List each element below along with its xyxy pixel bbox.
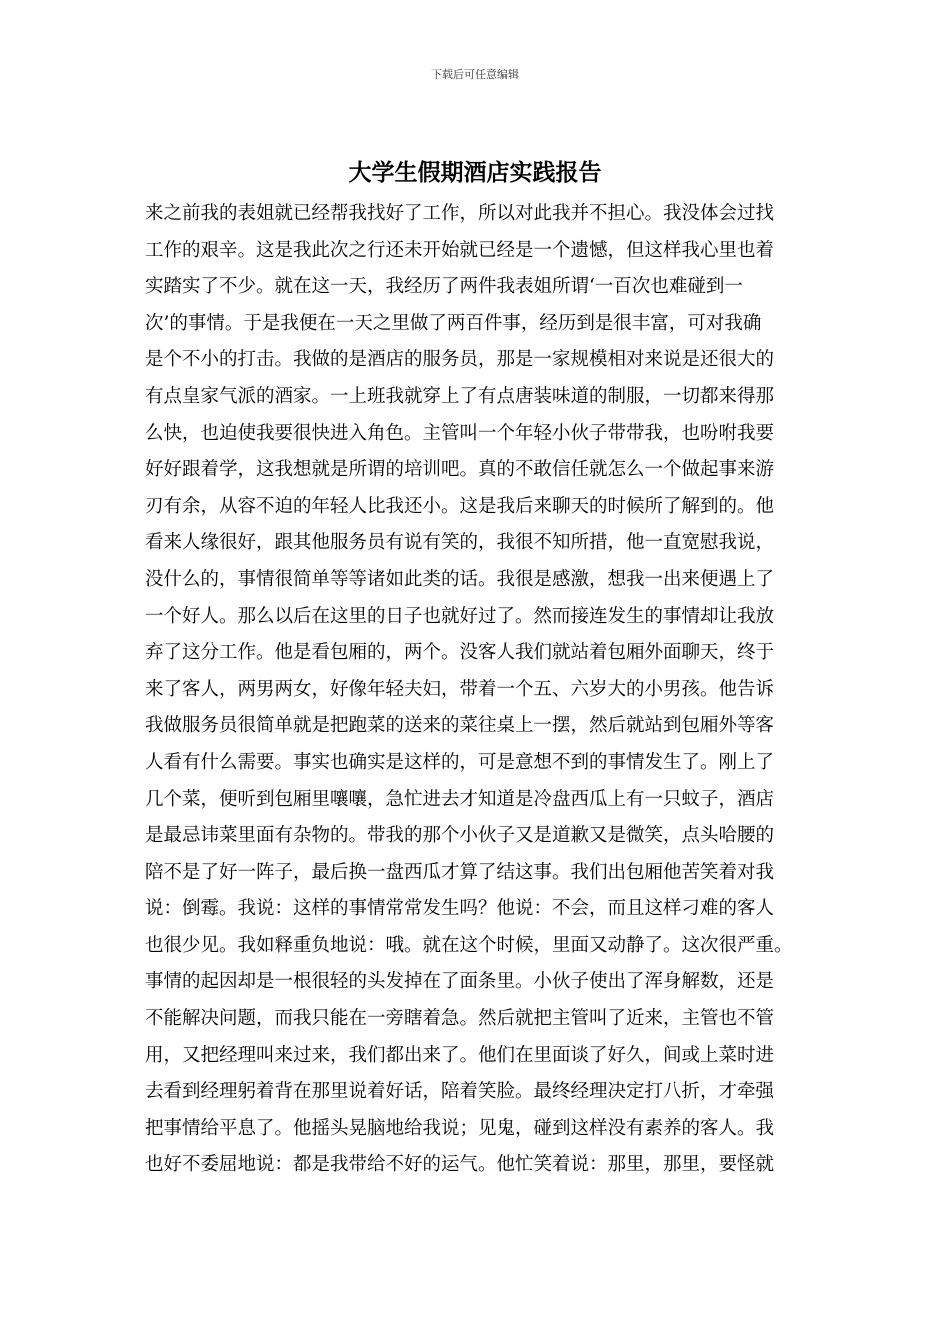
text-line: 工作的艰辛。这是我此次之行还未开始就已经是一个遗憾，但这样我心里也着 <box>145 239 775 261</box>
text-line: 说：倒霉。我说：这样的事情常常发生吗？他说：不会，而且这样刁难的客人 <box>145 898 775 920</box>
text-line: 我做服务员很简单就是把跑菜的送来的菜往桌上一摆，然后就站到包厢外等客 <box>145 715 775 737</box>
text-line: 好好跟着学，这我想就是所谓的培训吧。真的不敢信任就怎么一个做起事来游 <box>145 459 775 481</box>
text-line: 弃了这分工作。他是看包厢的，两个。没客人我们就站着包厢外面聊天，终于 <box>145 642 775 664</box>
text-line: 没什么的，事情很简单等等诸如此类的话。我很是感激，想我一出来便遇上了 <box>145 568 775 590</box>
text-line: 也好不委屈地说：都是我带给不好的运气。他忙笑着说：那里，那里，要怪就 <box>145 1154 775 1176</box>
text-line: 次’的事情。于是我便在一天之里做了两百件事，经历到是很丰富，可对我确 <box>145 312 762 334</box>
text-line: 不能解决问题，而我只能在一旁瞎着急。然后就把主管叫了近来，主管也不管 <box>145 1008 775 1030</box>
text-line: 有点皇家气派的酒家。一上班我就穿上了有点唐装味道的制服，一切都来得那 <box>145 385 775 407</box>
text-line: 人看有什么需要。事实也确实是这样的，可是意想不到的事情发生了。刚上了 <box>145 751 775 773</box>
page-header-note: 下载后可任意编辑 <box>431 68 519 81</box>
text-line: 一个好人。那么以后在这里的日子也就好过了。然而接连发生的事情却让我放 <box>145 605 775 627</box>
text-line: 来了客人，两男两女，好像年轻夫妇，带着一个五、六岁大的小男孩。他告诉 <box>145 678 775 700</box>
text-line: 实踏实了不少。就在这一天，我经历了两件我表姐所谓‘一百次也难碰到一 <box>145 276 743 298</box>
text-line: 是最忌讳菜里面有杂物的。带我的那个小伙子又是道歉又是微笑，点头哈腰的 <box>145 825 775 847</box>
text-line: 几个菜，便听到包厢里嚷嚷，急忙进去才知道是冷盘西瓜上有一只蚊子，酒店 <box>145 788 775 810</box>
text-line: 是个不小的打击。我做的是酒店的服务员，那是一家规模相对来说是还很大的 <box>145 349 775 371</box>
document-title: 大学生假期酒店实践报告 <box>348 159 602 186</box>
text-line: 用，又把经理叫来过来，我们都出来了。他们在里面谈了好久，间或上菜时进 <box>145 1044 775 1066</box>
text-line: 来之前我的表姐就已经帮我找好了工作，所以对此我并不担心。我没体会过找 <box>145 203 775 224</box>
text-line: 陪不是了好一阵子，最后换一盘西瓜才算了结这事。我们出包厢他苦笑着对我 <box>145 861 775 883</box>
text-line: 刃有余，从容不迫的年轻人比我还小。这是我后来聊天的时候所了解到的。他 <box>145 495 775 517</box>
text-line: 也很少见。我如释重负地说：哦。就在这个时候，里面又动静了。这次很严重。 <box>145 934 793 956</box>
text-line: 去看到经理躬着背在那里说着好话，陪着笑脸。最终经理决定打八折，才牵强 <box>145 1081 775 1103</box>
text-line: 事情的起因却是一根很轻的头发掉在了面条里。小伙子使出了浑身解数，还是 <box>145 971 775 993</box>
text-line: 把事情给平息了。他摇头晃脑地给我说；见鬼，碰到这样没有素养的客人。我 <box>145 1117 775 1139</box>
body-paragraph <box>145 196 825 1184</box>
text-line: 看来人缘很好，跟其他服务员有说有笑的，我很不知所措，他一直宽慰我说， <box>145 532 775 554</box>
text-line: 么快，也迫使我要很快进入角色。主管叫一个年轻小伙子带带我，也吩咐我要 <box>145 422 775 444</box>
